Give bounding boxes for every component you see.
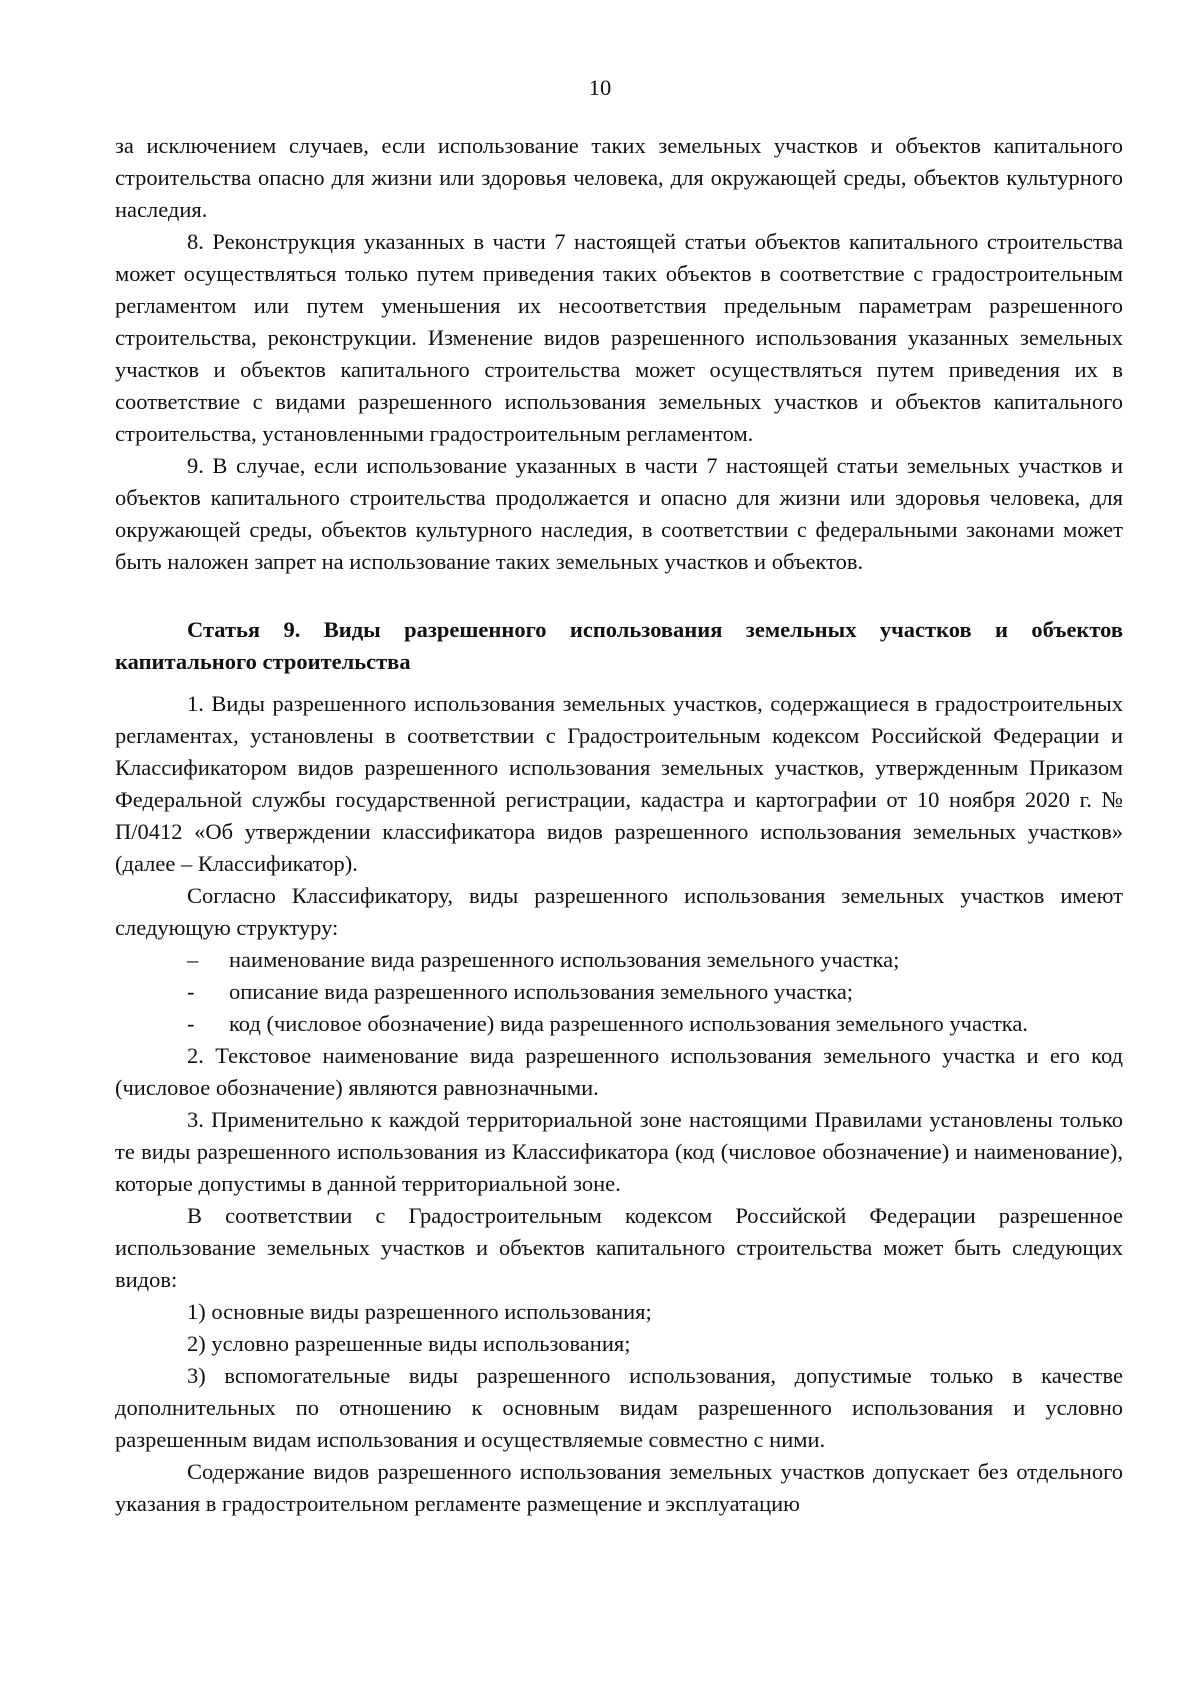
document-body — [115, 130, 1123, 1520]
use-type-item-2: 2) условно разрешенные виды использования; — [187, 1331, 631, 1356]
list-dash: - — [187, 1011, 195, 1036]
list-dash: - — [187, 979, 195, 1004]
list-dash: – — [187, 947, 199, 972]
article-heading: Статья 9. Виды разрешенного использования земельных участков и объектов капитального строительства — [115, 617, 1123, 674]
paragraph-use-types-intro: В соответствии с Градостроительным кодексом Российской Федерации разрешенное использование земельных участков и объектов капитального строительства может быть следующих видов: — [115, 1203, 1123, 1292]
structure-list-item — [115, 944, 1123, 976]
use-type-item-3: 3) вспомогательные виды разрешенного использования, допустимые только в качестве дополнительных по отношению к основным видам разрешенного использования и условно разрешенным видам использования и осуществляемые совместно с ними. — [115, 1363, 1123, 1452]
paragraph-part-9: 9. В случае, если использование указанных в части 7 настоящей статьи земельных участков и объектов капитального строительства продолжается и опасно для жизни или здоровья человека, для окружающей среды, объектов культурного наследия, в соответствии с федеральными законами может быть наложен запрет на использование таких земельных участков и объектов. — [115, 453, 1123, 574]
paragraph-structure-intro: Согласно Классификатору, виды разрешенного использования земельных участков имеют следующую структуру: — [115, 883, 1123, 940]
structure-list-item — [115, 976, 1123, 1008]
paragraph-article-9-part-1: 1. Виды разрешенного использования земельных участков, содержащиеся в градостроительных регламентах, установлены в соответствии с Градостроительным кодексом Российской Федерации и Классификатором видов разрешенного использования земельных участков, утвержденным Приказом Федеральной службы государственной регистрации, кадастра и картографии от 10 ноября 2020 г. № П/0412 «Об утверждении классификатора видов разрешенного использования земельных участков» (далее – Классификатор). — [115, 691, 1123, 876]
paragraph-content-description: Содержание видов разрешенного использования земельных участков допускает без отдельного указания в градостроительном регламенте размещение и эксплуатацию — [115, 1459, 1123, 1516]
structure-list-item — [115, 1008, 1123, 1040]
paragraph-part-8: 8. Реконструкция указанных в части 7 настоящей статьи объектов капитального строительства может осуществляться только путем приведения таких объектов в соответствие с градостроительным регламентом или путем уменьшения их несоответствия предельным параметрам разрешенного строительства, реконструкции. Изменение видов разрешенного использования указанных земельных участков и объектов капитального строительства может осуществляться путем приведения их в соответствие с видами разрешенного использования земельных участков и объектов капитального строительства, установленными градостроительным регламентом. — [115, 229, 1123, 446]
use-type-item-1: 1) основные виды разрешенного использования; — [187, 1299, 652, 1324]
paragraph-part-3: 3. Применительно к каждой территориальной зоне настоящими Правилами установлены только те виды разрешенного использования из Классификатора (код (числовое обозначение) и наименование), которые допустимы в данной территориальной зоне. — [115, 1107, 1123, 1196]
paragraph-continuation: за исключением случаев, если использование таких земельных участков и объектов капитального строительства опасно для жизни или здоровья человека, для окружающей среды, объектов культурного наследия. — [115, 133, 1123, 222]
list-item-text: код (числовое обозначение) вида разрешенного использования земельного участка. — [229, 1011, 1028, 1036]
paragraph-part-2: 2. Текстовое наименование вида разрешенного использования земельного участка и его код (числовое обозначение) являются равнозначными. — [115, 1043, 1123, 1100]
page-number: 10 — [588, 75, 612, 100]
list-item-text: наименование вида разрешенного использования земельного участка; — [229, 947, 900, 972]
list-item-text: описание вида разрешенного использования земельного участка; — [229, 979, 854, 1004]
